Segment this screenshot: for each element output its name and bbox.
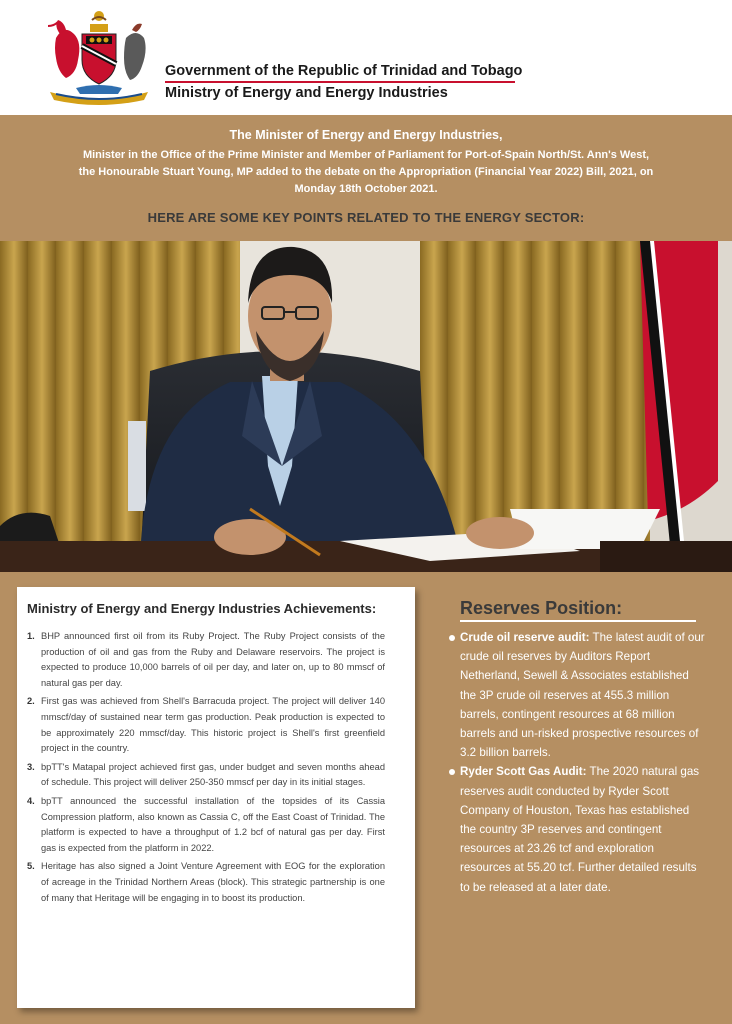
list-item [27,694,401,756]
list-number: 2. [27,696,35,707]
list-item [446,762,708,896]
intro-line: Monday 18th October 2021. [294,183,438,195]
list-item [27,629,401,691]
reserves-list [446,628,708,897]
key-points-heading: HERE ARE SOME KEY POINTS RELATED TO THE ENERGY SECTOR: [147,210,585,225]
reserves-heading: Crude oil reserve audit: [460,631,590,644]
list-item [27,760,401,791]
bullet-dot-icon [446,628,460,762]
reserves-title: Reserves Position: [460,598,696,622]
list-item [446,628,708,762]
intro-line: the Honourable Stuart Young, MP added to the debate on the Appropriation (Financial Year 2022) Bill, 2021, on [78,166,654,178]
list-text: bpTT's Matapal project achieved first gas, under budget and seven months ahead of schedule. This project will deliver 250-350 mmscf per day in its initial stages. [41,761,385,788]
list-text: BHP announced first oil from its Ruby Project. The Ruby Project consists of the production of oil and gas from the Ruby and Delaware reservoirs. The project is expected to produce 10,000 barrels of oil per day, and later on, up to 80 mmscf of natural gas per day. [41,631,385,688]
government-title: Government of the Republic of Trinidad and Tobago [165,63,515,83]
achievements-card [17,587,415,1008]
coat-of-arms-icon [46,8,152,106]
list-number: 5. [27,861,35,872]
minister-photo-image [0,241,732,572]
intro-line: Minister in the Office of the Prime Minister and Member of Parliament for Port-of-Spain North/St. Ann's West, [82,149,650,161]
bullet-dot-icon [446,762,460,896]
reserves-body: The latest audit of our crude oil reserves by Auditors Report Netherland, Sewell & Associates established the 3P crude oil reserves at 455.3 million barrels, contingent resources at 68 million barrels and un-risked prospective resources of 3.2 billion barrels. [460,631,705,760]
list-number: 1. [27,631,35,641]
list-text: bpTT announced the successful installation of the topsides of its Cassia Compression platform, also known as Cassia C, off the East Coast of Trinidad. The platform is expected to have a throughput of 1.2 bcf of natural gas per day. First gas is expected from the platform in 2022. [41,795,385,853]
reserves-text [460,762,708,896]
list-number: 3. [27,761,35,772]
ministry-title: Ministry of Energy and Energy Industries [165,85,448,101]
minister-photo [0,241,732,572]
list-item [27,859,401,906]
reserves-heading: Ryder Scott Gas Audit: [460,765,587,779]
list-item [27,794,401,856]
intro-body [40,147,692,198]
header [0,0,732,115]
reserves-text [460,628,708,762]
reserves-body: The 2020 natural gas reserves audit conducted by Ryder Scott Company of Houston, Texas has established the country 3P reserves and contingent resources at 23.26 tcf and exploration resources at 55.20 tcf. Further detailed results to be released at a later date. [460,765,700,894]
list-text: Heritage has also signed a Joint Venture Agreement with EOG for the exploration of acreage in the Trinidad Northern Areas (block). This strategic partnership is one of many that Heritage will be engaging in to boost its production. [41,861,385,903]
list-number: 4. [27,795,35,806]
intro-heading: The Minister of Energy and Energy Industries, [229,128,503,142]
achievements-title: Ministry of Energy and Energy Industries Achievements: [27,601,377,616]
list-text: First gas was achieved from Shell's Barracuda project. The project will deliver 140 mmscf/day of sustained near term gas production. Peak production is expected to be approximately 220 mmscf/day. This historic project is Shell's first greenfield project in the country. [41,696,385,754]
intro-section [0,115,732,241]
achievements-list [27,629,401,906]
